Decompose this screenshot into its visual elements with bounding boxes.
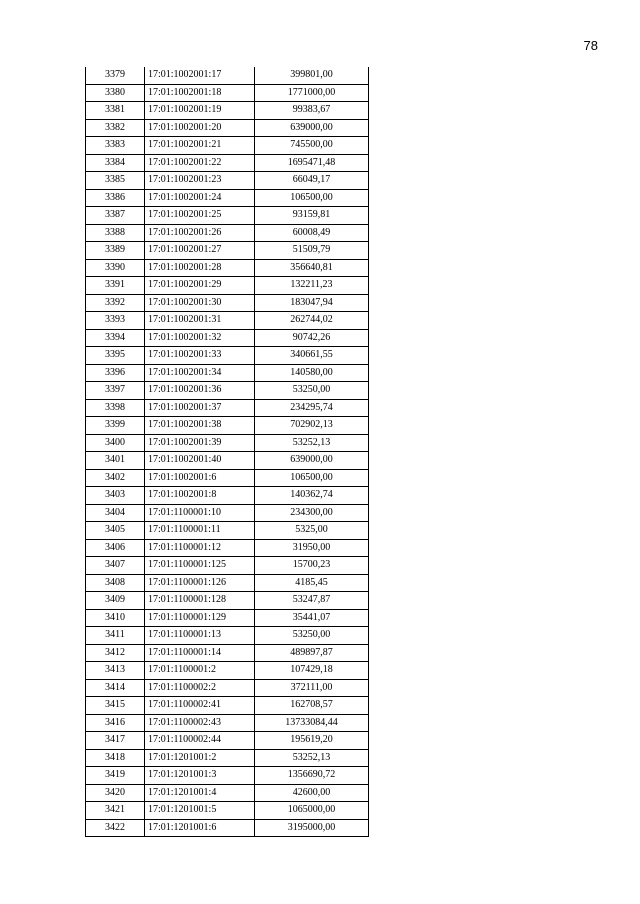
page-number: 78 <box>583 38 598 53</box>
row-number: 3400 <box>86 434 145 452</box>
table-row <box>86 434 369 452</box>
cadastral-value: 132211,23 <box>255 277 369 295</box>
table-row <box>86 697 369 715</box>
cadastral-value-table <box>85 67 369 837</box>
row-number: 3393 <box>86 312 145 330</box>
cadastral-number: 17:01:1100002:43 <box>145 714 255 732</box>
table-row <box>86 574 369 592</box>
table-row <box>86 119 369 137</box>
row-number: 3397 <box>86 382 145 400</box>
row-number: 3382 <box>86 119 145 137</box>
cadastral-number: 17:01:1002001:36 <box>145 382 255 400</box>
row-number: 3380 <box>86 84 145 102</box>
row-number: 3408 <box>86 574 145 592</box>
row-number: 3403 <box>86 487 145 505</box>
cadastral-value: 234300,00 <box>255 504 369 522</box>
table-row <box>86 487 369 505</box>
cadastral-value: 53250,00 <box>255 627 369 645</box>
cadastral-value: 639000,00 <box>255 119 369 137</box>
table-row <box>86 749 369 767</box>
table-row <box>86 819 369 837</box>
cadastral-number: 17:01:1201001:4 <box>145 784 255 802</box>
cadastral-number: 17:01:1002001:18 <box>145 84 255 102</box>
cadastral-number: 17:01:1002001:8 <box>145 487 255 505</box>
cadastral-number: 17:01:1100002:2 <box>145 679 255 697</box>
table-row <box>86 522 369 540</box>
table-row <box>86 417 369 435</box>
table-row <box>86 137 369 155</box>
cadastral-number: 17:01:1201001:5 <box>145 802 255 820</box>
row-number: 3398 <box>86 399 145 417</box>
table-row <box>86 312 369 330</box>
cadastral-number: 17:01:1002001:17 <box>145 67 255 84</box>
row-number: 3419 <box>86 767 145 785</box>
row-number: 3399 <box>86 417 145 435</box>
cadastral-number: 17:01:1201001:2 <box>145 749 255 767</box>
table-row <box>86 452 369 470</box>
cadastral-value: 3195000,00 <box>255 819 369 837</box>
cadastral-value: 53250,00 <box>255 382 369 400</box>
cadastral-number: 17:01:1002001:23 <box>145 172 255 190</box>
table-row <box>86 277 369 295</box>
table-row <box>86 714 369 732</box>
row-number: 3389 <box>86 242 145 260</box>
table-row <box>86 84 369 102</box>
row-number: 3413 <box>86 662 145 680</box>
cadastral-number: 17:01:1002001:39 <box>145 434 255 452</box>
row-number: 3387 <box>86 207 145 225</box>
table-row <box>86 399 369 417</box>
row-number: 3414 <box>86 679 145 697</box>
row-number: 3409 <box>86 592 145 610</box>
row-number: 3402 <box>86 469 145 487</box>
cadastral-value: 1356690,72 <box>255 767 369 785</box>
table-row <box>86 767 369 785</box>
row-number: 3418 <box>86 749 145 767</box>
cadastral-number: 17:01:1002001:22 <box>145 154 255 172</box>
table-row <box>86 644 369 662</box>
cadastral-value: 1771000,00 <box>255 84 369 102</box>
row-number: 3407 <box>86 557 145 575</box>
cadastral-value: 35441,07 <box>255 609 369 627</box>
cadastral-number: 17:01:1002001:20 <box>145 119 255 137</box>
cadastral-value: 372111,00 <box>255 679 369 697</box>
table-row <box>86 504 369 522</box>
cadastral-value: 234295,74 <box>255 399 369 417</box>
cadastral-value: 13733084,44 <box>255 714 369 732</box>
table-row <box>86 242 369 260</box>
cadastral-value: 399801,00 <box>255 67 369 84</box>
cadastral-number: 17:01:1002001:33 <box>145 347 255 365</box>
cadastral-value: 340661,55 <box>255 347 369 365</box>
cadastral-value: 93159,81 <box>255 207 369 225</box>
cadastral-value: 66049,17 <box>255 172 369 190</box>
cadastral-value: 489897,87 <box>255 644 369 662</box>
cadastral-value: 1695471,48 <box>255 154 369 172</box>
row-number: 3381 <box>86 102 145 120</box>
row-number: 3395 <box>86 347 145 365</box>
row-number: 3417 <box>86 732 145 750</box>
table-row <box>86 154 369 172</box>
cadastral-number: 17:01:1002001:30 <box>145 294 255 312</box>
row-number: 3396 <box>86 364 145 382</box>
table-row <box>86 802 369 820</box>
cadastral-number: 17:01:1100001:11 <box>145 522 255 540</box>
cadastral-number: 17:01:1002001:38 <box>145 417 255 435</box>
table-row <box>86 102 369 120</box>
cadastral-number: 17:01:1100001:129 <box>145 609 255 627</box>
cadastral-value: 195619,20 <box>255 732 369 750</box>
table-row <box>86 627 369 645</box>
table-row <box>86 784 369 802</box>
cadastral-value: 162708,57 <box>255 697 369 715</box>
table-row <box>86 67 369 84</box>
cadastral-value: 106500,00 <box>255 189 369 207</box>
cadastral-number: 17:01:1002001:34 <box>145 364 255 382</box>
cadastral-number: 17:01:1002001:24 <box>145 189 255 207</box>
table-row <box>86 382 369 400</box>
table-body <box>86 67 369 837</box>
cadastral-value: 53252,13 <box>255 434 369 452</box>
table-row <box>86 609 369 627</box>
table-row <box>86 207 369 225</box>
row-number: 3416 <box>86 714 145 732</box>
cadastral-value: 1065000,00 <box>255 802 369 820</box>
cadastral-value: 262744,02 <box>255 312 369 330</box>
cadastral-value: 90742,26 <box>255 329 369 347</box>
table-row <box>86 364 369 382</box>
cadastral-number: 17:01:1100001:13 <box>145 627 255 645</box>
row-number: 3406 <box>86 539 145 557</box>
table-row <box>86 592 369 610</box>
row-number: 3379 <box>86 67 145 84</box>
cadastral-value: 183047,94 <box>255 294 369 312</box>
cadastral-value: 639000,00 <box>255 452 369 470</box>
cadastral-value: 5325,00 <box>255 522 369 540</box>
cadastral-number: 17:01:1100001:125 <box>145 557 255 575</box>
row-number: 3394 <box>86 329 145 347</box>
row-number: 3422 <box>86 819 145 837</box>
cadastral-value: 4185,45 <box>255 574 369 592</box>
cadastral-number: 17:01:1002001:26 <box>145 224 255 242</box>
cadastral-number: 17:01:1002001:31 <box>145 312 255 330</box>
row-number: 3421 <box>86 802 145 820</box>
cadastral-number: 17:01:1002001:25 <box>145 207 255 225</box>
cadastral-value: 106500,00 <box>255 469 369 487</box>
cadastral-value: 42600,00 <box>255 784 369 802</box>
cadastral-number: 17:01:1100001:10 <box>145 504 255 522</box>
cadastral-value: 745500,00 <box>255 137 369 155</box>
cadastral-value: 60008,49 <box>255 224 369 242</box>
row-number: 3401 <box>86 452 145 470</box>
row-number: 3411 <box>86 627 145 645</box>
table-row <box>86 679 369 697</box>
table-row <box>86 469 369 487</box>
cadastral-value: 107429,18 <box>255 662 369 680</box>
cadastral-number: 17:01:1201001:3 <box>145 767 255 785</box>
row-number: 3420 <box>86 784 145 802</box>
table-row <box>86 224 369 242</box>
row-number: 3385 <box>86 172 145 190</box>
table-row <box>86 294 369 312</box>
cadastral-number: 17:01:1002001:29 <box>145 277 255 295</box>
cadastral-number: 17:01:1002001:6 <box>145 469 255 487</box>
cadastral-value: 140362,74 <box>255 487 369 505</box>
row-number: 3392 <box>86 294 145 312</box>
cadastral-number: 17:01:1002001:32 <box>145 329 255 347</box>
cadastral-number: 17:01:1002001:28 <box>145 259 255 277</box>
cadastral-number: 17:01:1100001:12 <box>145 539 255 557</box>
cadastral-number: 17:01:1002001:19 <box>145 102 255 120</box>
cadastral-value: 702902,13 <box>255 417 369 435</box>
cadastral-value: 15700,23 <box>255 557 369 575</box>
cadastral-value: 140580,00 <box>255 364 369 382</box>
row-number: 3384 <box>86 154 145 172</box>
cadastral-value: 356640,81 <box>255 259 369 277</box>
cadastral-value: 99383,67 <box>255 102 369 120</box>
row-number: 3405 <box>86 522 145 540</box>
table-row <box>86 732 369 750</box>
table-row <box>86 329 369 347</box>
cadastral-number: 17:01:1002001:40 <box>145 452 255 470</box>
row-number: 3391 <box>86 277 145 295</box>
cadastral-number: 17:01:1100001:128 <box>145 592 255 610</box>
table-row <box>86 172 369 190</box>
cadastral-number: 17:01:1201001:6 <box>145 819 255 837</box>
row-number: 3410 <box>86 609 145 627</box>
table-row <box>86 347 369 365</box>
cadastral-value: 51509,79 <box>255 242 369 260</box>
row-number: 3386 <box>86 189 145 207</box>
cadastral-value: 53252,13 <box>255 749 369 767</box>
row-number: 3415 <box>86 697 145 715</box>
table-row <box>86 259 369 277</box>
cadastral-number: 17:01:1100001:2 <box>145 662 255 680</box>
row-number: 3388 <box>86 224 145 242</box>
table-row <box>86 539 369 557</box>
row-number: 3404 <box>86 504 145 522</box>
cadastral-number: 17:01:1002001:21 <box>145 137 255 155</box>
table-row <box>86 557 369 575</box>
table-row <box>86 662 369 680</box>
row-number: 3412 <box>86 644 145 662</box>
cadastral-number: 17:01:1100001:14 <box>145 644 255 662</box>
cadastral-number: 17:01:1100002:41 <box>145 697 255 715</box>
cadastral-number: 17:01:1002001:37 <box>145 399 255 417</box>
table-row <box>86 189 369 207</box>
cadastral-value: 53247,87 <box>255 592 369 610</box>
row-number: 3390 <box>86 259 145 277</box>
cadastral-value: 31950,00 <box>255 539 369 557</box>
row-number: 3383 <box>86 137 145 155</box>
cadastral-number: 17:01:1100001:126 <box>145 574 255 592</box>
cadastral-number: 17:01:1100002:44 <box>145 732 255 750</box>
cadastral-number: 17:01:1002001:27 <box>145 242 255 260</box>
